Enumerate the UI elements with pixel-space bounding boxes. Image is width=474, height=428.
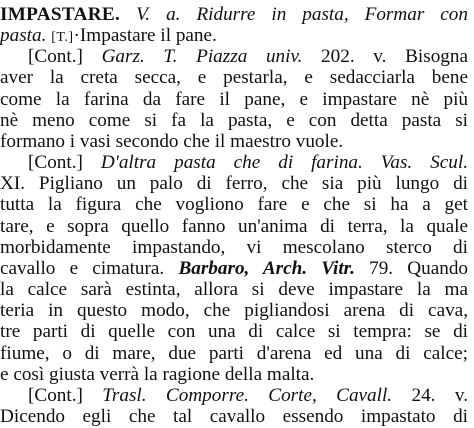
- part-of-speech: V. a.: [136, 4, 181, 25]
- citation-2-line: tare, e sopra quello fanno un'anima di terra, la quale: [0, 215, 468, 237]
- definition-part-1: Ridurre in pasta, Formar con: [196, 4, 468, 25]
- citation-1-line: come la farina da fare il pane, e impastare nè più: [0, 88, 468, 110]
- headword: IMPASTARE.: [0, 4, 121, 25]
- definition-part-2: pasta.: [0, 25, 47, 47]
- citation-2b-line: fiume, o di mare, due parti d'arena ed una di calce;: [0, 342, 468, 364]
- citation-2-line: morbidamente impastando, vi mescolano sterco di: [0, 236, 468, 258]
- entry-heading-line: [0, 4, 468, 26]
- citation-1-line: aver la creta secca, e pestarla, e sedacciarla bene: [0, 67, 468, 89]
- citation-1-line: formano i vasi secondo che il maestro vuole.: [0, 130, 344, 152]
- citation-2-ref: XI.: [0, 173, 26, 195]
- citation-2b-ref: 79.: [369, 257, 394, 279]
- citation-2-text-end: cavallo e cimatura.: [0, 257, 165, 279]
- citation-2-text-start: Pigliano un palo di ferro, che sia più lungo di: [38, 173, 469, 195]
- citation-3-header: [28, 385, 468, 407]
- gloss: Impastare il pane.: [79, 25, 217, 47]
- gloss-separator-dot: ·: [73, 25, 80, 47]
- cont-marker-2: [Cont.]: [28, 152, 83, 174]
- citation-1-source: Garz. T. Piazza univ.: [101, 46, 303, 68]
- citation-2-line: [0, 173, 468, 195]
- citation-2b-line: tre parti di quelle con una di calce si tempra: se di: [0, 321, 468, 343]
- citation-3-line: Dicendo egli che tal cavallo essendo impastato di: [0, 406, 468, 427]
- citation-2-source: D'altra pasta che di farina. Vas. Scul.: [100, 152, 469, 174]
- citation-1-ref: 202. v.: [321, 46, 387, 68]
- citation-1-line: nè meno come si fa la pasta, e con detta pasta si: [0, 109, 468, 131]
- citation-2b-line: teria in questo modo, che pigliandosi arena di cava,: [0, 300, 468, 322]
- citation-1-text-start: Bisogna: [405, 46, 469, 68]
- citation-2-line: tutta la figura che vogliono fare e che si ha a get: [0, 194, 468, 216]
- tag-marker: [T.]: [51, 30, 74, 46]
- citation-1-header: [28, 46, 468, 68]
- citation-2b-source: Barbaro, Arch. Vitr.: [178, 257, 355, 279]
- citation-2-line: [0, 258, 468, 280]
- citation-3-ref: 24. v.: [411, 384, 468, 406]
- citation-2b-line: la calce sarà estinta, allora si deve impastare la ma: [0, 279, 468, 301]
- citation-3-source: Trasl. Comporre. Corte, Cavall.: [102, 384, 393, 406]
- cont-marker-1: [Cont.]: [28, 46, 83, 68]
- citation-2-header: [28, 152, 468, 174]
- citation-2b-line: e così giusta verrà la ragione della malta.: [0, 363, 315, 385]
- citation-2b-text-start: Quando: [407, 257, 469, 279]
- cont-marker-3: [Cont.]: [28, 384, 83, 406]
